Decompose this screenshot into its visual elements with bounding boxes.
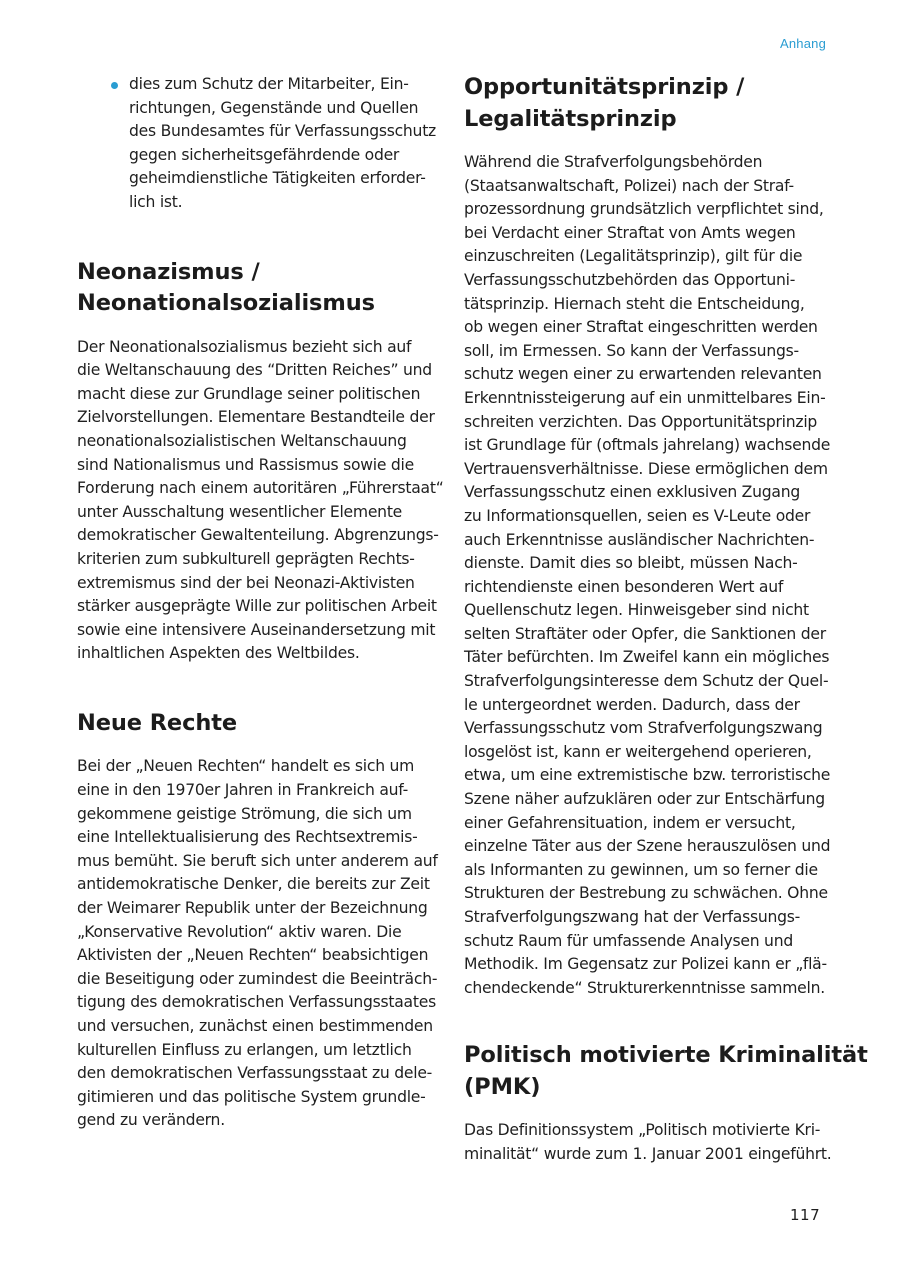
text-line: Verfassungsschutz einen exklusiven Zugang [464,483,800,502]
text-line: Der Neonationalsozialismus bezieht sich auf [77,337,412,356]
right-column [464,70,868,1167]
text-line: neonationalsozialistischen Weltanschauung [77,431,407,450]
text-line: einer Gefahrensituation, indem er versucht, [464,813,796,832]
text-line: schreiten verzichten. Das Opportunitätsprinzip [464,412,818,431]
text-line: Bei der „Neuen Rechten“ handelt es sich um [77,757,415,776]
text-line: macht diese zur Grundlage seiner politischen [77,384,421,403]
paragraph-neonazismus [77,336,444,666]
text-line: eine in den 1970er Jahren in Frankreich auf- [77,780,409,799]
text-line: Aktivisten der „Neuen Rechten“ beabsichtigen [77,946,429,965]
text-line: Während die Strafverfolgungsbehörden [464,153,763,171]
text-line: und versuchen, zunächst einen bestimmenden [77,1016,433,1035]
heading-pmk [464,1040,868,1103]
heading-neonazismus [77,257,429,320]
text-line: Verfassungsschutzbehörden das Opportuni- [464,270,796,289]
bullet-item [77,73,436,215]
text-line: die Weltanschauung des “Dritten Reiches” und [77,361,432,380]
text-line: richtendienste einen besonderen Wert auf [464,577,784,596]
text-line: gitimieren und das politische System grundle- [77,1087,426,1106]
text-line: Zielvorstellungen. Elementare Bestandteile der [77,408,435,427]
text-line: dienste. Damit dies so bleibt, müssen Nach- [464,554,798,573]
bullet-line: lich ist. [129,192,183,211]
text-line: Strafverfolgungszwang hat der Verfassungs- [464,908,801,926]
text-line: mus bemüht. Sie beruft sich unter anderem auf [77,851,438,870]
text-line: sowie eine intensivere Auseinandersetzung mit [77,620,436,639]
text-line: eine Intellektualisierung des Rechtsextremis- [77,828,418,847]
text-line: zu Informationsquellen, seien es V-Leute oder [464,506,811,525]
text-line: einzelne Täter aus der Szene herauszulösen und [464,837,831,856]
text-line: Strafverfolgungsinteresse dem Schutz der Quel- [464,672,829,691]
heading-line: Opportunitätsprinzip / [464,74,745,100]
text-line: Szene näher aufzuklären oder zur Entschärfung [464,790,825,809]
text-line: ob wegen einer Straftat eingeschritten werden [464,318,818,337]
text-line: prozessordnung grundsätzlich verpflichtet sind, [464,200,824,219]
text-line: soll, im Ermessen. So kann der Verfassungs- [464,341,799,360]
text-line: schutz wegen einer zu erwartenden relevanten [464,365,822,384]
text-line: Methodik. Im Gegensatz zur Polizei kann er „flä- [464,955,827,974]
text-line: chendeckende“ Strukturerkenntnisse sammeln. [464,978,825,997]
heading-line: (PMK) [464,1073,541,1100]
text-line: le untergeordnet werden. Dadurch, dass der [464,695,800,714]
text-line: Erkenntnissteigerung auf ein unmittelbares Ein- [464,388,826,407]
text-line: Täter befürchten. Im Zweifel kann ein mögliches [464,648,830,667]
heading-line: Legalitätsprinzip [464,105,677,132]
text-line: etwa, um eine extremistische bzw. terroristische [464,766,831,785]
text-line: der Weimarer Republik unter der Bezeichnung [77,898,428,917]
bullet-line: geheimdienstliche Tätigkeiten erforder- [129,169,426,188]
text-line: losgelöst ist, kann er weitergehend operieren, [464,742,812,761]
paragraph-pmk [464,1119,832,1166]
text-line: Strukturen der Bestrebung zu schwächen. Ohne [464,884,828,903]
text-line: Das Definitionssystem „Politisch motivierte Kri- [464,1121,821,1140]
heading-neue-rechte [77,708,429,740]
text-line: bei Verdacht einer Straftat von Amts wegen [464,223,796,242]
text-line: gend zu verändern. [77,1111,225,1130]
bullet-line: gegen sicherheitsgefährdende oder [129,145,400,164]
bullet-dot-icon [111,82,118,89]
text-line: die Beseitigung oder zumindest die Beeinträch- [77,969,438,988]
text-line: minalität“ wurde zum 1. Januar 2001 eingeführt. [464,1144,832,1163]
bullet-line: des Bundesamtes für Verfassungsschutz [129,122,436,141]
text-line: demokratischer Gewaltenteilung. Abgrenzungs- [77,526,439,545]
heading-line: Politisch motivierte Kriminalität [464,1042,868,1069]
left-column [77,70,444,1133]
text-line: einzuschreiten (Legalitätsprinzip), gilt für die [464,247,803,266]
text-line: tätsprinzip. Hiernach steht die Entscheidung, [464,294,805,313]
paragraph-neue-rechte [77,755,438,1133]
text-line: stärker ausgeprägte Wille zur politischen Arbeit [77,597,437,616]
text-line: Forderung nach einem autoritären „Führerstaat“ [77,479,444,498]
text-line: schutz Raum für umfassende Analysen und [464,931,793,950]
text-line: als Informanten zu gewinnen, um so ferner die [464,860,818,879]
text-line: tigung des demokratischen Verfassungsstaates [77,993,436,1012]
text-line: extremismus sind der bei Neonazi-Aktivisten [77,573,415,592]
running-head: Anhang [780,36,827,51]
text-line: selten Straftäter oder Opfer, die Sanktionen der [464,624,826,643]
paragraph-opportunitaetsprinzip [464,151,831,1000]
heading-line: Neonazismus / [77,258,260,285]
text-line: „Konservative Revolution“ aktiv waren. Die [77,922,402,941]
text-line: kulturellen Einfluss zu erlangen, um letztlich [77,1040,412,1059]
text-line: gekommene geistige Strömung, die sich um [77,804,412,823]
heading-line: Neue Rechte [77,709,238,736]
heading-opportunitaetsprinzip [464,72,824,135]
text-line: den demokratischen Verfassungsstaat zu dele- [77,1064,433,1083]
text-line: ist Grundlage für (oftmals jahrelang) wachsende [464,436,831,455]
text-line: Vertrauensverhältnisse. Diese ermöglichen dem [464,459,828,478]
text-line: (Staatsanwaltschaft, Polizei) nach der Straf- [464,176,794,195]
bullet-line: richtungen, Gegenstände und Quellen [129,98,419,117]
text-line: Quellenschutz legen. Hinweisgeber sind nicht [464,601,809,620]
text-line: unter Ausschaltung wesentlicher Elemente [77,502,403,521]
text-line: kriterien zum subkulturell geprägten Rechts- [77,549,415,568]
text-line: auch Erkenntnisse ausländischer Nachrichten- [464,530,815,549]
page-number: 117 [790,1206,821,1224]
bullet-line: dies zum Schutz der Mitarbeiter, Ein- [129,75,409,93]
text-line: inhaltlichen Aspekten des Weltbildes. [77,644,360,663]
text-line: Verfassungsschutz vom Strafverfolgungszwang [464,719,823,738]
heading-line: Neonationalsozialismus [77,290,375,317]
text-line: sind Nationalismus und Rassismus sowie die [77,455,414,474]
text-line: antidemokratische Denker, die bereits zur Zeit [77,875,430,894]
